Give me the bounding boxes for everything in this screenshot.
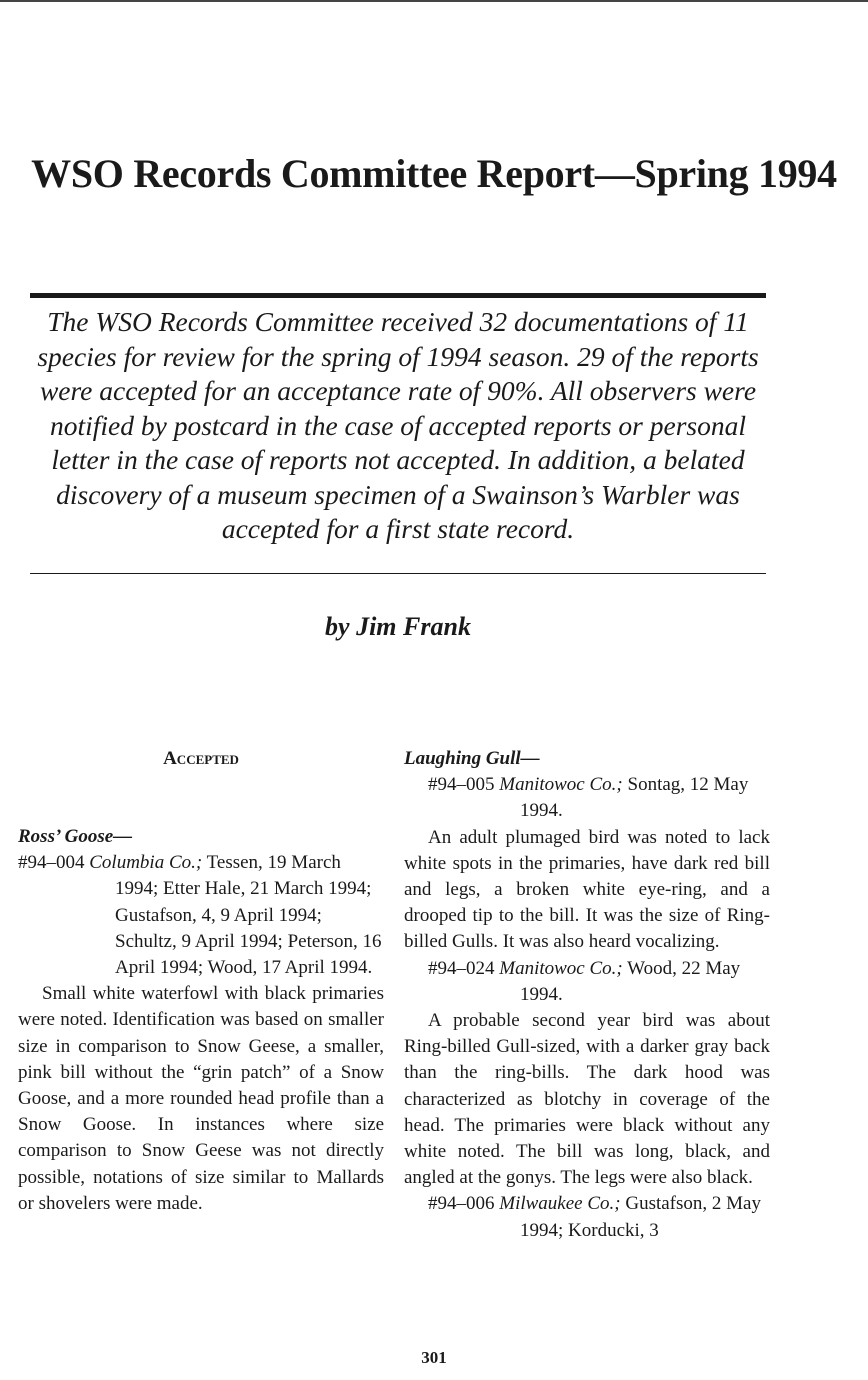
byline: by Jim Frank <box>325 612 471 641</box>
record-details: Sontag, 12 May 1994. <box>520 774 749 822</box>
top-border-line <box>0 0 868 2</box>
species-description: A probable second year bird was about Ring-billed Gull-sized, with a darker gray back than the ring-bills. The dark hood was characterized as blotchy in coverage of the head. The primaries were black without any white noted. The bill was long, black, and angled at the gonys. The legs were also black. <box>404 1010 770 1189</box>
species-heading: Laughing Gull— <box>404 748 540 769</box>
abstract-top-rule <box>30 293 766 298</box>
spacer <box>18 772 384 824</box>
record-number: #94–004 <box>18 852 85 874</box>
species-description: An adult plumaged bird was noted to lack white spots in the primaries, have dark red bill and legs, a broken white eye-ring, and a drooped tip to the bill. It was the size of Ring-billed Gulls. It was also heard vocalizing. <box>404 826 770 953</box>
left-column <box>18 740 384 1217</box>
record-number: #94–005 <box>428 774 495 796</box>
record-number: #94–006 <box>428 1193 495 1215</box>
record-entry <box>404 956 770 1008</box>
record-details: Tessen, 19 March 1994; Etter Hale, 21 March 1994; Gustafson, 4, 9 April 1994; Schultz, 9 April 1994; Peterson, 16 April 1994; Wood, 17 April 1994. <box>115 852 382 979</box>
record-entry <box>18 850 384 981</box>
record-county: Manitowoc Co.; <box>499 774 623 796</box>
article-title: WSO Records Committee Report—Spring 1994 <box>31 151 837 196</box>
species-description: Small white waterfowl with black primaries were noted. Identification was based on smaller size in comparison to Snow Geese, a smaller, pink bill without the “grin patch” of a Snow Goose, and a more rounded head profile than a Snow Goose. In instances where size comparison to Snow Geese was not directly possible, notations of size similar to Mallards or shovelers were made. <box>18 983 384 1214</box>
record-entry <box>404 772 770 824</box>
record-number: #94–024 <box>428 957 495 979</box>
record-county: Manitowoc Co.; <box>499 957 623 979</box>
page-number: 301 <box>421 1348 447 1367</box>
record-county: Columbia Co.; <box>89 852 203 874</box>
section-heading-accepted: Accepted <box>163 748 239 769</box>
record-county: Milwaukee Co.; <box>499 1193 621 1215</box>
record-details: Wood, 22 May 1994. <box>520 957 741 1005</box>
record-entry <box>404 1191 770 1243</box>
species-heading: Ross’ Goose— <box>18 826 133 847</box>
abstract: The WSO Records Committee received 32 documentations of 11 species for review for the spring of 1994 season. 29 of the reports were accepted for an acceptance rate of 90%. All observers were notified by postcard in the case of accepted reports or personal letter in the case of reports not accepted. In addition, a belated discovery of a museum specimen of a Swainson’s Warbler was accepted for a first state record. <box>37 306 759 544</box>
abstract-bottom-rule <box>30 573 766 574</box>
right-column <box>404 740 770 1244</box>
record-details: Gustafson, 2 May 1994; Korducki, 3 <box>520 1193 761 1241</box>
